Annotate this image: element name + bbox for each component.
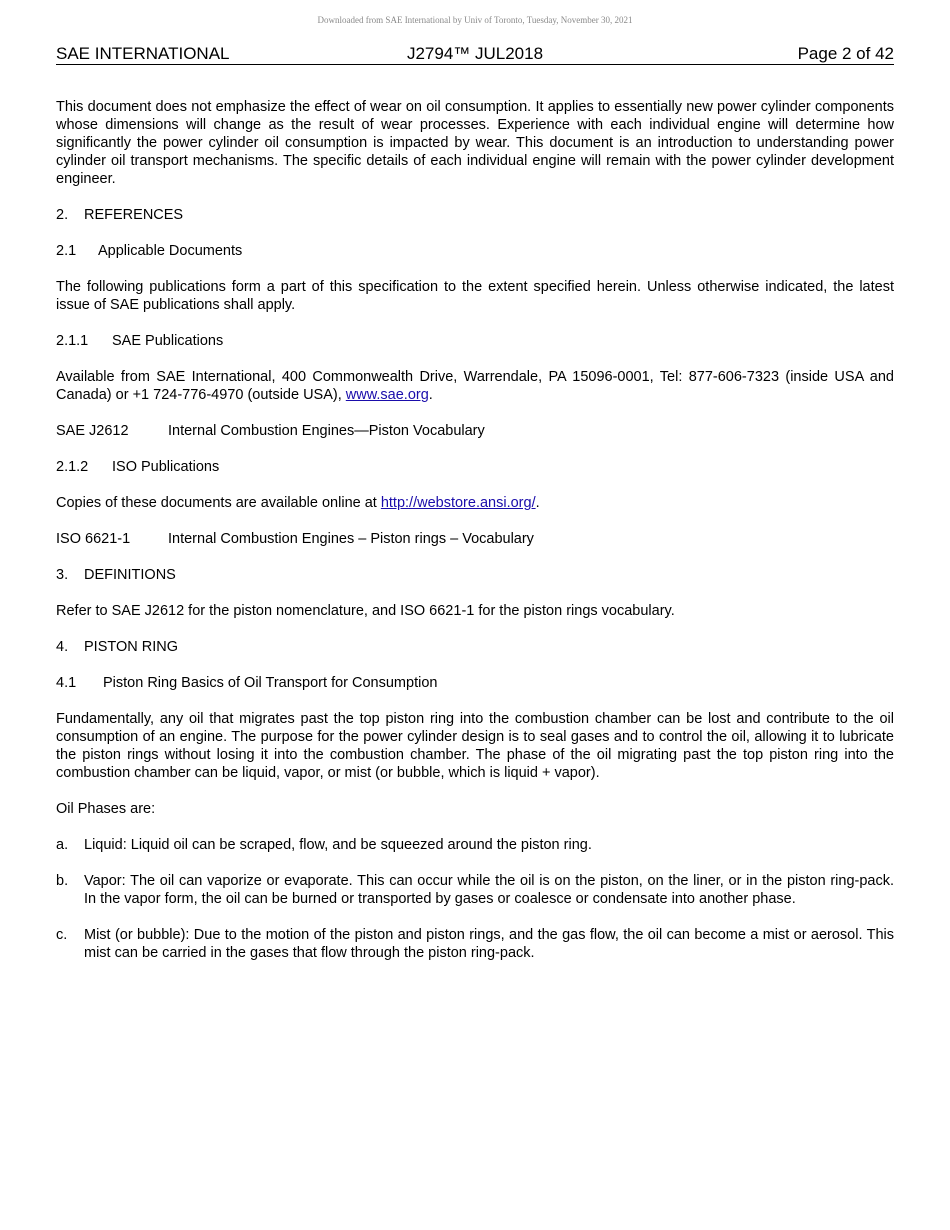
header-page-number: Page 2 of 42 — [797, 44, 894, 63]
section-number: 3. — [56, 567, 69, 583]
section-4-heading — [56, 638, 894, 656]
header-org: SAE INTERNATIONAL — [56, 44, 230, 63]
page-header — [56, 44, 894, 65]
section-title: Piston Ring Basics of Oil Transport for Consumption — [103, 675, 438, 691]
reference-code: SAE J2612 — [56, 423, 129, 439]
section-title: SAE Publications — [112, 333, 224, 349]
section-number: 2.1 — [56, 243, 77, 259]
document-body — [56, 98, 894, 980]
iso-availability-paragraph — [56, 494, 894, 512]
sae-availability-paragraph — [56, 368, 894, 404]
section-number: 2.1.1 — [56, 333, 89, 349]
phase-list-item — [56, 836, 894, 854]
section-title: Applicable Documents — [98, 243, 243, 259]
section-2-1-heading — [56, 242, 894, 260]
section-number: 2.1.2 — [56, 459, 89, 475]
reference-title: Internal Combustion Engines—Piston Vocabulary — [168, 423, 485, 439]
reference-sae-j2612 — [56, 422, 894, 440]
list-letter: c. — [56, 927, 68, 943]
sentence-end: . — [535, 495, 540, 511]
section-title: ISO Publications — [112, 459, 220, 475]
reference-code: ISO 6621-1 — [56, 531, 131, 547]
sentence-end: . — [428, 387, 433, 403]
reference-iso-6621-1 — [56, 530, 894, 548]
section-title: PISTON RING — [84, 639, 178, 655]
section-number: 4. — [56, 639, 69, 655]
reference-title: Internal Combustion Engines – Piston rings – Vocabulary — [168, 531, 534, 547]
list-text: Liquid: Liquid oil can be scraped, flow, and be squeezed around the piston ring. — [84, 837, 592, 853]
section-number: 2. — [56, 207, 69, 223]
section-number: 4.1 — [56, 675, 77, 691]
phase-list-item — [56, 872, 894, 908]
section-2-heading — [56, 206, 894, 224]
list-letter: b. — [56, 873, 69, 889]
header-doc-id: J2794™ JUL2018 — [406, 44, 544, 63]
section-4-1-paragraph: Fundamentally, any oil that migrates past the top piston ring into the combustion chamber can be lost and contribute to the oil consumption of an engine. The purpose for the power cylinder design is to seal gases and to control the oil, allowing it to lubricate the piston rings without losing it into the combustion chamber. The phase of the oil migrating past the top piston ring into the combustion chamber can be liquid, vapor, or mist (or bubble, which is liquid + vapor). — [56, 711, 894, 781]
oil-phases-label: Oil Phases are: — [56, 801, 156, 817]
ansi-webstore-link[interactable]: http://webstore.ansi.org/ — [380, 495, 536, 511]
list-letter: a. — [56, 837, 69, 853]
section-2-1-paragraph: The following publications form a part of this specification to the extent specified herein. Unless otherwise indicated, the latest issue of SAE publications shall apply. — [56, 279, 894, 313]
sae-website-link[interactable]: www.sae.org — [345, 387, 429, 403]
iso-availability-text: Copies of these documents are available online at — [56, 495, 381, 511]
section-3-paragraph: Refer to SAE J2612 for the piston nomenclature, and ISO 6621-1 for the piston rings vocabulary. — [56, 603, 675, 619]
intro-paragraph: This document does not emphasize the effect of wear on oil consumption. It applies to essentially new power cylinder components whose dimensions will change as the result of wear processes. Experience with each individual engine will determine how significantly the power cylinder oil consumption is impacted by wear. This document is an introduction to understanding power cylinder oil transport mechanisms. The specific details of each individual engine will remain with the power cylinder development engineer. — [56, 99, 894, 187]
section-title: DEFINITIONS — [84, 567, 176, 583]
list-text: Mist (or bubble): Due to the motion of the piston and piston rings, and the gas flow, the oil can become a mist or aerosol. This mist can be carried in the gases that flow through the piston ring-pack. — [84, 927, 894, 961]
section-2-1-2-heading — [56, 458, 894, 476]
section-4-1-heading — [56, 674, 894, 692]
sae-availability-text: Available from SAE International, 400 Commonwealth Drive, Warrendale, PA 15096-0001, Tel: 877-606-7323 (inside USA and Canada) or +1 724-776-4970 (outside USA), — [56, 369, 894, 403]
phase-list-item — [56, 926, 894, 962]
download-watermark: Downloaded from SAE International by Univ of Toronto, Tuesday, November 30, 2021 — [317, 15, 633, 25]
list-text: Vapor: The oil can vaporize or evaporate. This can occur while the oil is on the piston, on the liner, or in the piston ring-pack. In the vapor form, the oil can be burned or transported by gases or coalesce or condensate into another phase. — [84, 873, 894, 907]
section-3-heading — [56, 566, 894, 584]
section-title: REFERENCES — [84, 207, 184, 223]
section-2-1-1-heading — [56, 332, 894, 350]
